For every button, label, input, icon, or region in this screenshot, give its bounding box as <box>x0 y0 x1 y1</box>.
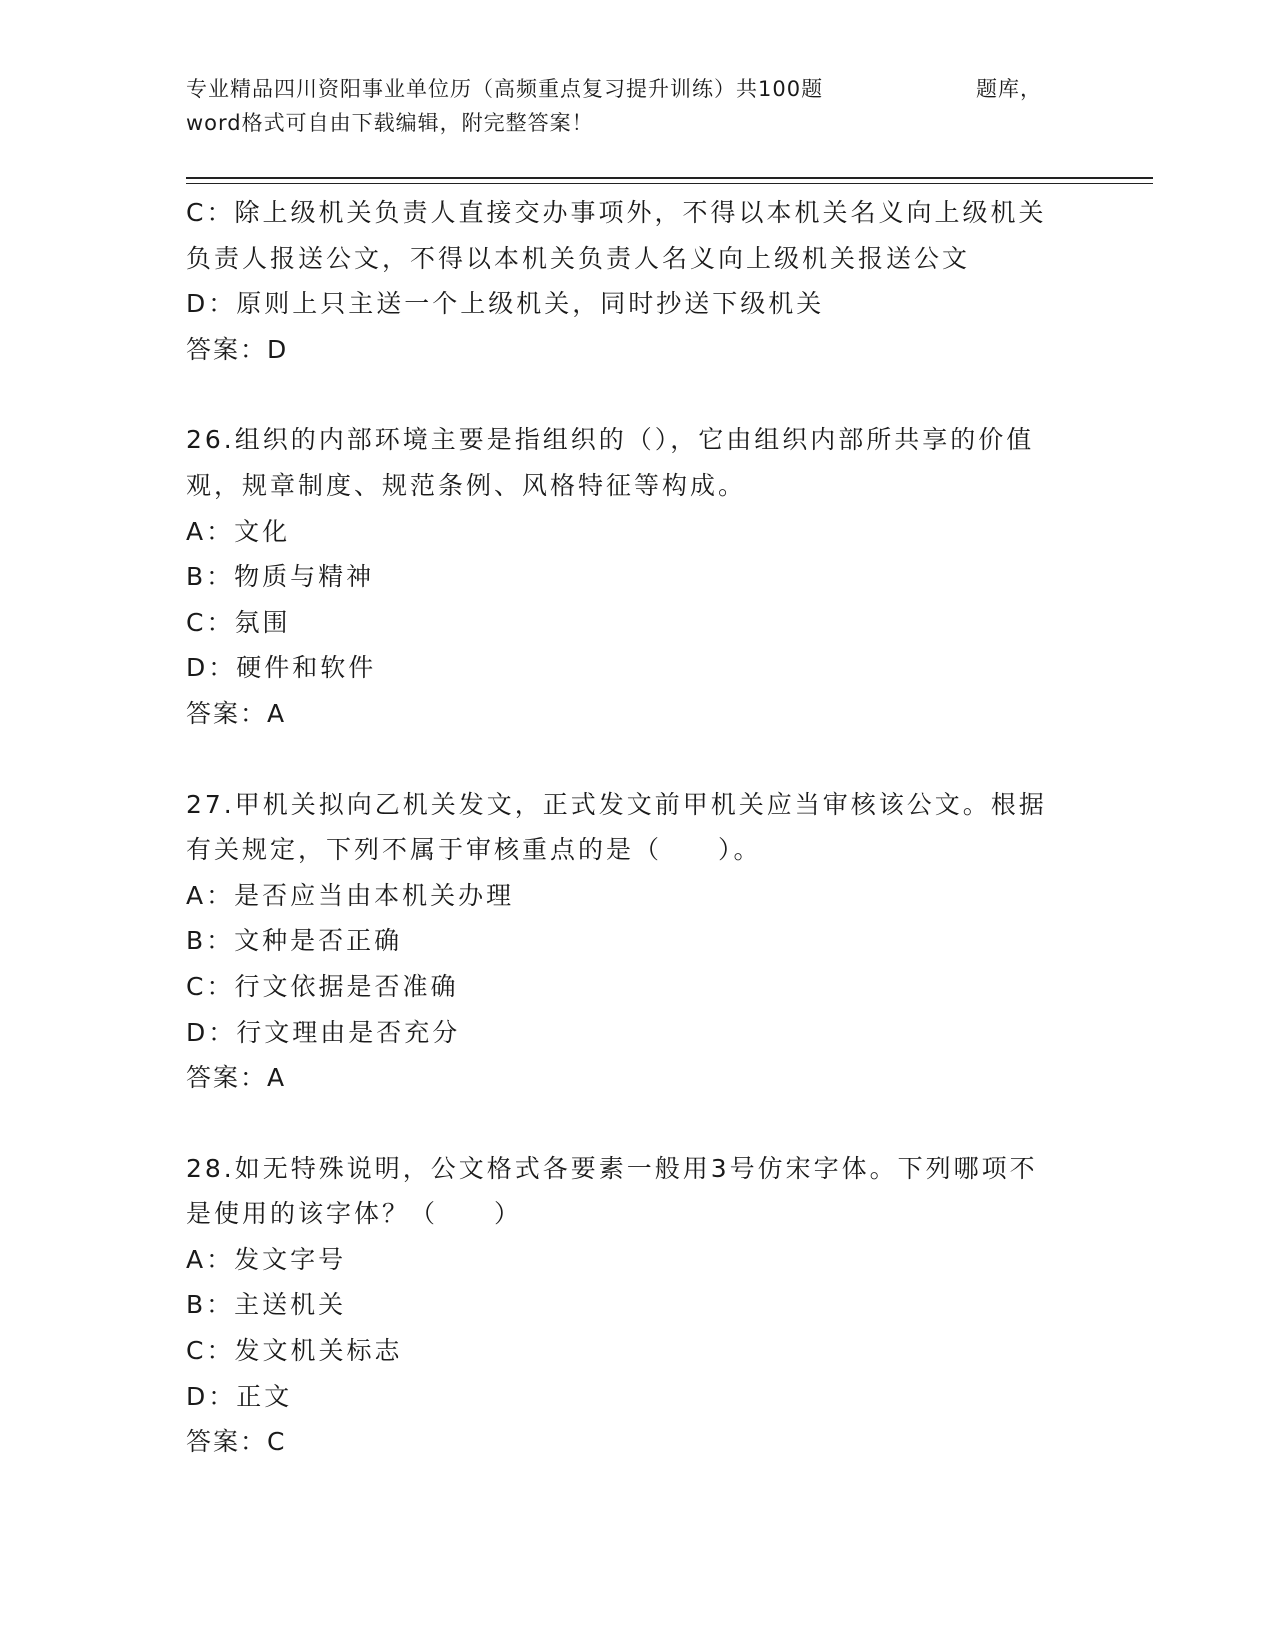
question-stem-line2: 有关规定，下列不属于审核重点的是（ ）。 <box>186 835 762 865</box>
question-list <box>186 190 1076 1465</box>
option-a: A：是否应当由本机关办理 <box>186 880 515 910</box>
question-stem-line1: 27.甲机关拟向乙机关发文，正式发文前甲机关应当审核该公文。根据 <box>186 789 1047 819</box>
question-gap <box>186 737 1076 782</box>
option-a: A：文化 <box>186 516 291 546</box>
answer-line: 答案：A <box>186 698 287 728</box>
question-gap <box>186 1101 1076 1146</box>
option-c: C：发文机关标志 <box>186 1336 403 1366</box>
prev-question-fragment <box>186 190 1076 372</box>
option-b: B：文种是否正确 <box>186 926 403 956</box>
answer-line: 答案：A <box>186 1063 287 1093</box>
option-d: D：正文 <box>186 1381 293 1411</box>
question-26 <box>186 417 1076 736</box>
header-divider-thick <box>186 177 1153 179</box>
document-header <box>186 72 1066 140</box>
question-stem-line1: 26.组织的内部环境主要是指组织的（），它由组织内部所共享的价值 <box>186 425 1035 455</box>
header-subtitle: word格式可自由下载编辑，附完整答案！ <box>186 111 594 135</box>
option-c-line1: C：除上级机关负责人直接交办事项外，不得以本机关名义向上级机关 <box>186 198 1047 227</box>
answer-line: 答案：D <box>186 334 289 364</box>
option-d: D：原则上只主送一个上级机关，同时抄送下级机关 <box>186 289 825 319</box>
option-c: C：行文依据是否准确 <box>186 971 459 1001</box>
question-27 <box>186 782 1076 1101</box>
header-divider-thin <box>186 183 1153 184</box>
option-a: A：发文字号 <box>186 1244 347 1274</box>
option-d: D：硬件和软件 <box>186 653 377 683</box>
option-c-line2: 负责人报送公文，不得以本机关负责人名义向上级机关报送公文 <box>186 243 971 273</box>
option-c: C：氛围 <box>186 607 291 637</box>
question-stem-line2: 是使用的该字体？（ ） <box>186 1199 523 1229</box>
header-title: 专业精品四川资阳事业单位历（高频重点复习提升训练）共100题 <box>186 77 824 101</box>
option-b: B：主送机关 <box>186 1290 347 1320</box>
option-d: D：行文理由是否充分 <box>186 1017 461 1047</box>
answer-line: 答案：C <box>186 1427 287 1457</box>
question-gap <box>186 372 1076 417</box>
header-title-suffix: 题库， <box>976 77 1042 101</box>
question-stem-line1: 28.如无特殊说明，公文格式各要素一般用3号仿宋字体。下列哪项不 <box>186 1153 1038 1183</box>
question-stem-line2: 观，规章制度、规范条例、风格特征等构成。 <box>186 470 747 500</box>
question-28 <box>186 1146 1076 1465</box>
header-title-line <box>186 72 1066 106</box>
option-b: B：物质与精神 <box>186 562 375 592</box>
